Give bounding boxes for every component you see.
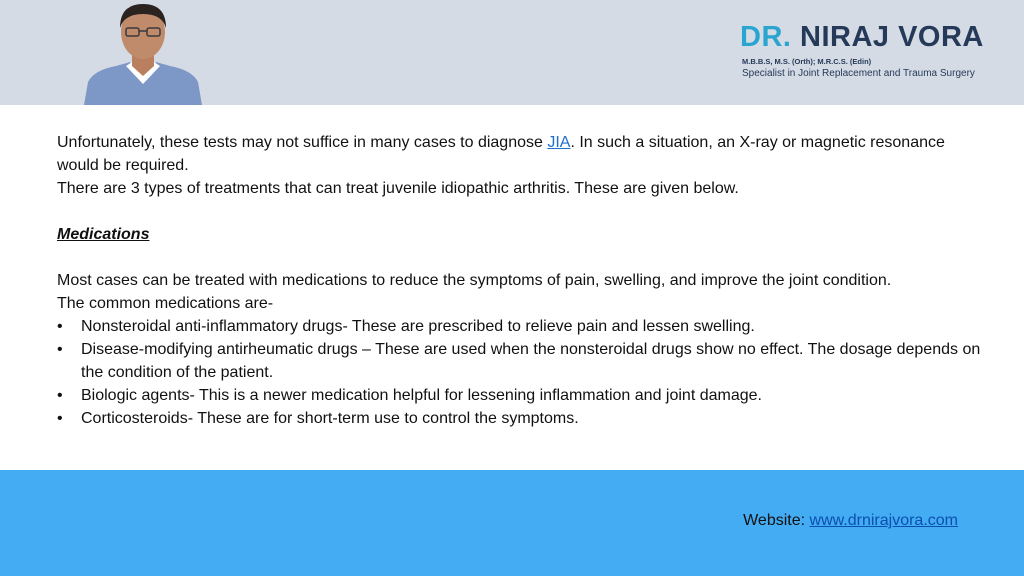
list-item-text: Disease-modifying antirheumatic drugs – These are used when the nonsteroidal drugs show no effect. The dosage depends on the condition of the patient. [81,341,981,381]
list-item-text: Biologic agents- This is a newer medication helpful for lessening inflammation and joint damage. [81,387,762,404]
footer-banner [0,470,1024,576]
common-medications-line: The common medications are- [57,295,274,312]
list-item [57,384,987,407]
medications-heading: Medications [57,226,150,243]
logo-name: NIRAJ VORA [800,21,984,53]
header-banner [0,0,1024,105]
list-item-text: Nonsteroidal anti-inflammatory drugs- These are prescribed to relieve pain and lessen swelling. [81,318,755,335]
website-link[interactable]: www.drnirajvora.com [809,512,958,529]
main-content [57,131,987,430]
list-item [57,407,987,430]
bullet-icon: • [57,318,63,335]
intro-paragraph [57,131,987,177]
logo-qualifications: M.B.B.S, M.S. (Orth); M.R.C.S. (Edin) [742,57,872,66]
list-item [57,315,987,338]
doctor-photo [82,0,204,105]
intro-text-start: Unfortunately, these tests may not suffice in many cases to diagnose [57,134,548,151]
logo-specialty: Specialist in Joint Replacement and Trauma Surgery [742,68,975,79]
bullet-icon: • [57,341,63,358]
list-item-text: Corticosteroids- These are for short-term use to control the symptoms. [81,410,579,427]
intro-text-end: . In such a situation, an X-ray or magnetic resonance would be required. [57,134,945,174]
website-line [743,512,958,530]
website-label: Website: [743,512,810,529]
logo-title [740,20,1010,54]
list-item [57,338,987,384]
medications-paragraph: Most cases can be treated with medications to reduce the symptoms of pain, swelling, and improve the joint condition. [57,272,892,289]
medications-list [57,315,987,430]
logo [740,20,1010,90]
jia-link[interactable]: JIA [547,134,571,151]
logo-dr: DR. [740,21,792,53]
treatments-line: There are 3 types of treatments that can treat juvenile idiopathic arthritis. These are given below. [57,180,739,197]
bullet-icon: • [57,410,63,427]
bullet-icon: • [57,387,63,404]
